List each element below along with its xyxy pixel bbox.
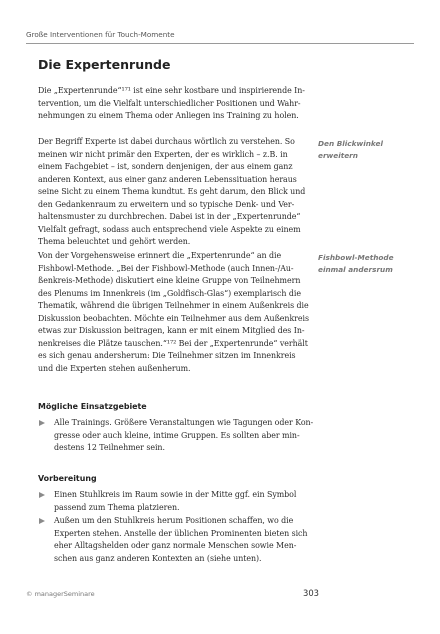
text-line: Die „Expertenrunde“¹⁷¹ ist eine sehr kostbare und inspirierende In- — [38, 86, 305, 95]
list-item: Einen Stuhlkreis im Raum sowie in der Mitte ggf. ein Symbol passend zum Thema platzieren. — [38, 489, 308, 514]
text-line: Diskussion beobachten. Möchte ein Teilnehmer aus dem Außenkreis — [38, 313, 309, 323]
text-line: Der Begriff Experte ist dabei durchaus wörtlich zu verstehen. So — [38, 137, 295, 146]
margin-note-blickwinkel: Den Blickwinkel erweitern — [318, 139, 383, 160]
text-line: Thema beleuchtet und gehört werden. — [38, 237, 191, 246]
text-line: es sich genau andersherum: Die Teilnehmer sitzen im Innenkreis — [38, 351, 296, 360]
paragraph-fishbowl — [38, 250, 309, 375]
text-line: seine Sicht zu einem Thema kundtut. Es geht darum, den Blick und — [38, 187, 306, 196]
text-line: haltensmuster zu durchbrechen. Dabei ist in der „Expertenrunde“ — [38, 212, 301, 221]
footer-publisher: © managerSeminare — [26, 590, 95, 598]
text-line: des Plenums im Innenkreis (im „Goldfisch-Glas“) exemplarisch die — [38, 288, 301, 298]
heading-vorbereitung: Vorbereitung — [38, 474, 97, 483]
text-line: einem Fachgebiet – ist, sondern denjenigen, der aus einem ganz — [38, 162, 293, 171]
list-einsatzgebiete — [38, 417, 314, 456]
text-line: anderen Kontext, aus einer ganz anderen Lebenssituation heraus — [38, 174, 297, 184]
text-line: nenkreises die Plätze tauschen.“¹⁷² Bei der „Expertenrunde“ verhält — [38, 338, 308, 348]
list-item: Außen um den Stuhlkreis herum Positionen schaffen, wo die Experten stehen. Anstelle der üblichen Prominenten bieten sich eher Alltagshelden oder ganz normale Menschen sowie Men- schen aus ganz anderen Kontexten an (siehe unten). — [38, 515, 308, 565]
heading-einsatzgebiete: Mögliche Einsatzgebiete — [38, 402, 147, 411]
paragraph-intro — [38, 85, 306, 123]
list-item: Alle Trainings. Größere Veranstaltungen wie Tagungen oder Kon- gresse oder auch kleine, intime Gruppen. Es sollten aber min- destens 12 Teilnehmer sein. — [38, 417, 308, 455]
text-line: nehmungen zu einem Thema oder Anliegen ins Training zu holen. — [38, 111, 299, 120]
paragraph-experte — [38, 136, 306, 249]
text-line: tervention, um die Vielfalt unterschiedlicher Positionen und Wahr- — [38, 98, 301, 108]
text-line: Thematik, während die übrigen Teilnehmer in einem Außenkreis die — [38, 301, 309, 310]
text-line: etwas zur Diskussion beitragen, kann er mit einem Mitglied des In- — [38, 326, 305, 335]
bullet-arrow-icon — [39, 518, 45, 524]
margin-note-fishbowl: Fishbowl-Methode einmal andersrum — [318, 253, 394, 274]
running-header: Große Interventionen für Touch-Momente — [26, 30, 175, 39]
text-line: ßenkreis-Methode) diskutiert eine kleine Gruppe von Teilnehmern — [38, 276, 301, 285]
page-number: 303 — [303, 588, 319, 598]
bullet-arrow-icon — [39, 492, 45, 498]
text-line: den Gedankenraum zu erweitern und so typische Denk- und Ver- — [38, 199, 295, 209]
text-line: und die Experten stehen außenherum. — [38, 363, 191, 373]
text-line: Von der Vorgehensweise erinnert die „Expertenrunde“ an die — [38, 251, 282, 260]
section-title: Die Expertenrunde — [38, 57, 171, 72]
list-vorbereitung — [38, 489, 308, 566]
bullet-arrow-icon — [39, 420, 45, 426]
text-line: Fishbowl-Methode. „Bei der Fishbowl-Methode (auch Innen-/Au- — [38, 263, 294, 273]
header-rule — [26, 43, 414, 44]
text-line: meinen wir nicht primär den Experten, der es wirklich – z.B. in — [38, 149, 288, 159]
text-line: Vielfalt gefragt, sodass auch entsprechend viele Aspekte zu einem — [38, 224, 301, 234]
